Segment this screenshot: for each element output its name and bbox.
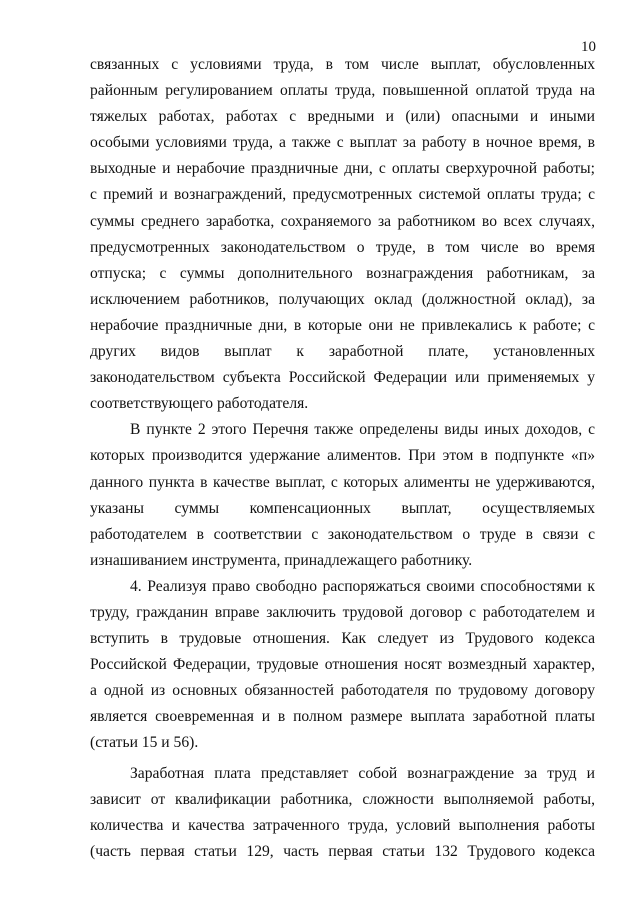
text-line: работодателем в соответствии с законодательством о труде в связи с <box>90 525 595 543</box>
text-line: соответствующего работодателя. <box>90 395 309 413</box>
text-line: тяжелых работах, работах с вредными и (или) опасными и иными <box>90 108 595 126</box>
text-line: изнашиванием инструмента, принадлежащего работнику. <box>90 551 473 569</box>
text-line: труду, гражданин вправе заключить трудовой договор с работодателем и <box>90 603 595 621</box>
text-line: с премий и вознаграждений, предусмотренных системой оплаты труда; с <box>90 186 595 204</box>
text-line: суммы среднего заработка, сохраняемого за работником во всех случаях, <box>90 212 595 230</box>
text-line: выходные и нерабочие праздничные дни, с оплаты сверхурочной работы; <box>90 160 595 178</box>
text-line: (часть первая статьи 129, часть первая статьи 132 Трудового кодекса <box>90 842 595 860</box>
text-line: количества и качества затраченного труда, условий выполнения работы <box>90 816 595 834</box>
text-line: Заработная плата представляет собой вознаграждение за труд и <box>130 764 595 782</box>
text-line: особыми условиями труда, а также с выплат за работу в ночное время, в <box>90 134 595 152</box>
text-line: нерабочие праздничные дни, в которые они не привлекались к работе; с <box>90 316 595 334</box>
paragraph-3 <box>90 574 595 757</box>
text-line: других видов выплат к заработной плате, установленных <box>90 343 595 361</box>
paragraph-2 <box>90 417 595 574</box>
text-line: данного пункта в качестве выплат, с которых алименты не удерживаются, <box>90 473 595 491</box>
text-line: предусмотренных законодательством о труде, в том числе во время <box>90 238 595 256</box>
text-line: исключением работников, получающих оклад (должностной оклад), за <box>90 290 595 308</box>
text-line: районным регулированием оплаты труда, повышенной оплатой труда на <box>90 82 595 100</box>
document-body <box>90 52 595 865</box>
text-line: 4. Реализуя право свободно распоряжаться своими способностями к <box>130 577 595 595</box>
paragraph-1 <box>90 52 595 417</box>
text-line: а одной из основных обязанностей работодателя по трудовому договору <box>90 682 595 700</box>
paragraph-4 <box>90 761 595 865</box>
text-line: связанных с условиями труда, в том числе выплат, обусловленных <box>90 56 595 73</box>
text-line: Российской Федерации, трудовые отношения носят возмездный характер, <box>90 656 595 674</box>
text-line: вступить в трудовые отношения. Как следует из Трудового кодекса <box>90 630 595 648</box>
text-line: законодательством субъекта Российской Федерации или применяемых у <box>90 369 595 387</box>
text-line: отпуска; с суммы дополнительного вознаграждения работникам, за <box>90 264 595 282</box>
text-line: которых производится удержание алиментов. При этом в подпункте «п» <box>90 447 595 465</box>
text-line: В пункте 2 этого Перечня также определены виды иных доходов, с <box>130 421 595 439</box>
text-line: является своевременная и в полном размере выплата заработной платы <box>90 708 595 726</box>
text-line: зависит от квалификации работника, сложности выполняемой работы, <box>90 790 595 808</box>
text-line: (статьи 15 и 56). <box>90 734 199 752</box>
text-line: указаны суммы компенсационных выплат, осуществляемых <box>90 499 595 517</box>
page-number: 10 <box>581 39 596 55</box>
